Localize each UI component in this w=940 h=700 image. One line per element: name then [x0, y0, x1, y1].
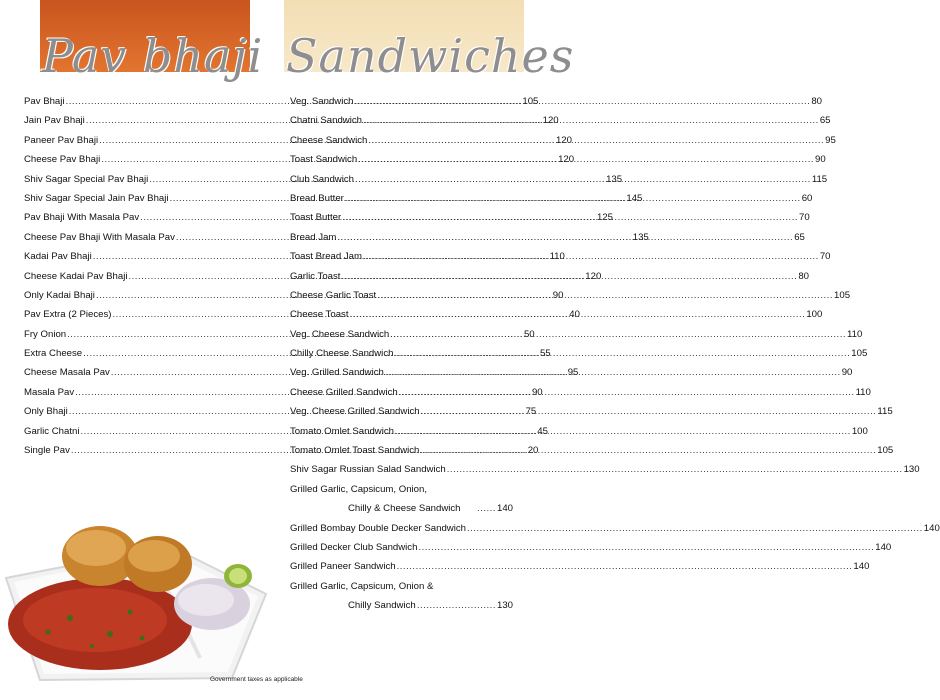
menu-item-price: 100 — [851, 425, 868, 437]
dot-leader — [363, 115, 819, 126]
menu-item-price: 120 — [585, 270, 602, 282]
menu-item-name: Fry Onion — [24, 328, 67, 340]
dot-leader — [341, 271, 797, 282]
menu-item-price: 140 — [875, 541, 892, 553]
menu-item-name: Toast Butter — [290, 212, 342, 224]
menu-item — [290, 561, 870, 580]
menu-item-name: Shiv Sagar Russian Salad Sandwich — [290, 464, 446, 476]
dot-leader — [368, 135, 824, 146]
menu-item-name: Cheese Garlic Toast — [290, 289, 377, 301]
menu-item-price: 75 — [525, 406, 537, 418]
menu-item-name: Chilly Cheese Sandwich — [290, 348, 394, 360]
menu-item-line — [290, 484, 513, 503]
menu-item-name: Pav Bhaji — [24, 96, 65, 107]
pav-bhaji-plate-image — [0, 508, 270, 683]
menu-item-line — [290, 503, 513, 522]
menu-item — [290, 522, 940, 542]
menu-item-name: Chatni Sandwich — [290, 115, 362, 127]
menu-item-price: 95 — [825, 134, 836, 146]
dot-leader — [395, 426, 851, 437]
menu-item-price: 115 — [877, 406, 893, 418]
menu-item-name: Veg. Cheese Grilled Sandwich — [290, 406, 420, 418]
menu-item-name: Chilly Sandwich — [348, 600, 416, 612]
menu-item-name: Only Kadai Bhaji — [24, 289, 95, 301]
menu-item-price: 65 — [794, 231, 805, 243]
menu-item-price: 90 — [841, 367, 853, 379]
menu-item-name: Tomato Omlet Toast Sandwich — [290, 445, 420, 457]
menu-item-price: 60 — [801, 192, 813, 204]
menu-item-name: Bread Jam — [290, 231, 337, 243]
menu-item-price: 105 — [522, 96, 539, 107]
dot-leader — [377, 290, 833, 301]
menu-item-price: 110 — [847, 328, 863, 340]
menu-item-name: Grilled Paneer Sandwich — [290, 561, 396, 573]
menu-item-price: 50 — [523, 328, 535, 340]
menu-item-name: Cheese Pav Bhaji — [24, 154, 101, 166]
menu-item-name: Only Bhaji — [24, 406, 68, 418]
menu-item-price: 145 — [626, 192, 643, 204]
menu-item-price: 90 — [552, 289, 564, 301]
menu-item-name: Jain Pav Bhaji — [24, 115, 85, 127]
menu-item-name: Cheese Masala Pav — [24, 367, 110, 379]
menu-item-price: 90 — [815, 154, 826, 166]
menu-item-price: 120 — [558, 154, 575, 166]
menu-item-line — [290, 600, 513, 619]
dot-leader — [363, 251, 819, 262]
menu-item-name: Extra Cheese — [24, 348, 83, 360]
menu-item-name: Garlic Toast — [290, 270, 341, 282]
menu-item-name: Cheese Grilled Sandwich — [290, 386, 398, 398]
dot-leader — [342, 212, 798, 223]
menu-item-name: Grilled Decker Club Sandwich — [290, 541, 418, 553]
menu-item-name: Veg. Sandwich — [290, 96, 354, 107]
menu-item-price: 80 — [811, 96, 822, 107]
dot-leader — [350, 309, 806, 320]
sandwiches-title: Sandwiches — [286, 29, 575, 83]
menu-item-name: Tomato Omlet Sandwich — [290, 425, 394, 437]
dot-leader — [418, 542, 874, 553]
menu-item-line — [290, 581, 513, 600]
menu-item-name: Garlic Chatni — [24, 425, 80, 437]
menu-item-name: Single Pav — [24, 445, 70, 457]
menu-item-price: 20 — [527, 445, 539, 457]
menu-item-price: 80 — [798, 270, 809, 282]
menu-item-name: Grilled Bombay Double Decker Sandwich — [290, 522, 466, 534]
dot-leader — [399, 387, 855, 398]
menu-item-price: 90 — [531, 386, 543, 398]
menu-item-price: 45 — [537, 425, 548, 437]
menu-item-price: 70 — [819, 251, 831, 263]
menu-item-name: Pav Extra (2 Pieces) — [24, 309, 112, 321]
menu-item-name: Masala Pav — [24, 386, 75, 398]
dot-leader — [337, 232, 793, 243]
pav-bhaji-title: Pav bhaji — [42, 29, 264, 83]
dot-leader — [394, 348, 850, 359]
menu-item-price: 95 — [567, 367, 579, 379]
menu-item-name: Pav Bhaji With Masala Pav — [24, 212, 140, 224]
dot-leader — [447, 464, 903, 475]
menu-item-price: 130 — [903, 464, 920, 476]
menu-item-price: 110 — [549, 251, 565, 263]
menu-item-price: 120 — [542, 115, 559, 127]
menu-item-price: 100 — [806, 309, 823, 321]
menu-item-price: 130 — [496, 600, 513, 612]
menu-item-name: Cheese Kadai Pav Bhaji — [24, 270, 128, 282]
menu-item-name: Club Sandwich — [290, 173, 354, 185]
dot-leader — [421, 406, 877, 417]
dot-leader — [355, 174, 811, 185]
menu-item-price: 105 — [851, 348, 868, 360]
menu-item-price: 110 — [855, 386, 871, 398]
dot-leader — [385, 367, 841, 378]
menu-item-price: 40 — [569, 309, 580, 321]
dot-leader: ......................... — [416, 600, 496, 612]
menu-item-name: Cheese Toast — [290, 309, 349, 321]
menu-item-name: Chilly & Cheese Sandwich — [348, 503, 461, 515]
menu-item-price: 65 — [819, 115, 831, 127]
dot-leader — [345, 193, 801, 204]
government-taxes-note: Government taxes as applicable — [210, 676, 303, 683]
menu-item-name: Cheese Pav Bhaji With Masala Pav — [24, 231, 175, 243]
menu-item-name: Grilled Garlic, Capsicum, Onion, — [290, 483, 428, 495]
menu-item-price: 105 — [877, 445, 894, 457]
dot-leader — [420, 445, 876, 456]
dot-leader — [397, 561, 853, 572]
menu-item-price: 120 — [555, 134, 572, 146]
dot-leader — [390, 329, 846, 340]
menu-item-name: Grilled Garlic, Capsicum, Onion & — [290, 580, 434, 592]
menu-item-price: 140 — [496, 503, 513, 515]
menu-item-name: Toast Bread Jam — [290, 251, 362, 263]
menu-item — [290, 464, 920, 483]
menu-item-name: Veg. Grilled Sandwich — [290, 367, 384, 379]
menu-item-price: 55 — [539, 348, 551, 360]
menu-item-price: 135 — [632, 231, 649, 243]
dot-leader: ...... — [476, 503, 496, 515]
menu-item-name: Shiv Sagar Special Pav Bhaji — [24, 173, 149, 185]
dot-leader — [354, 96, 810, 107]
menu-item-name: Veg. Cheese Sandwich — [290, 328, 390, 340]
menu-item-name: Kadai Pav Bhaji — [24, 251, 92, 263]
menu-item-price: 115 — [811, 173, 828, 185]
menu-item-name: Paneer Pav Bhaji — [24, 134, 99, 146]
menu-item-price: 105 — [834, 289, 851, 301]
dot-leader — [467, 523, 923, 534]
menu-item-price: 140 — [853, 561, 870, 573]
food-plate-illustration — [0, 508, 270, 683]
menu-item — [290, 541, 892, 561]
dot-leader — [358, 154, 814, 165]
menu-item-price: 140 — [923, 522, 940, 534]
menu-item-name: Bread Butter — [290, 192, 344, 204]
menu-item-name: Cheese Sandwich — [290, 134, 368, 146]
menu-item-price: 70 — [799, 212, 810, 224]
menu-item-price: 125 — [597, 212, 614, 224]
menu-item-price: 135 — [606, 173, 623, 185]
menu-item-name: Toast Sandwich — [290, 154, 358, 166]
menu-item-name: Shiv Sagar Special Jain Pav Bhaji — [24, 192, 169, 204]
